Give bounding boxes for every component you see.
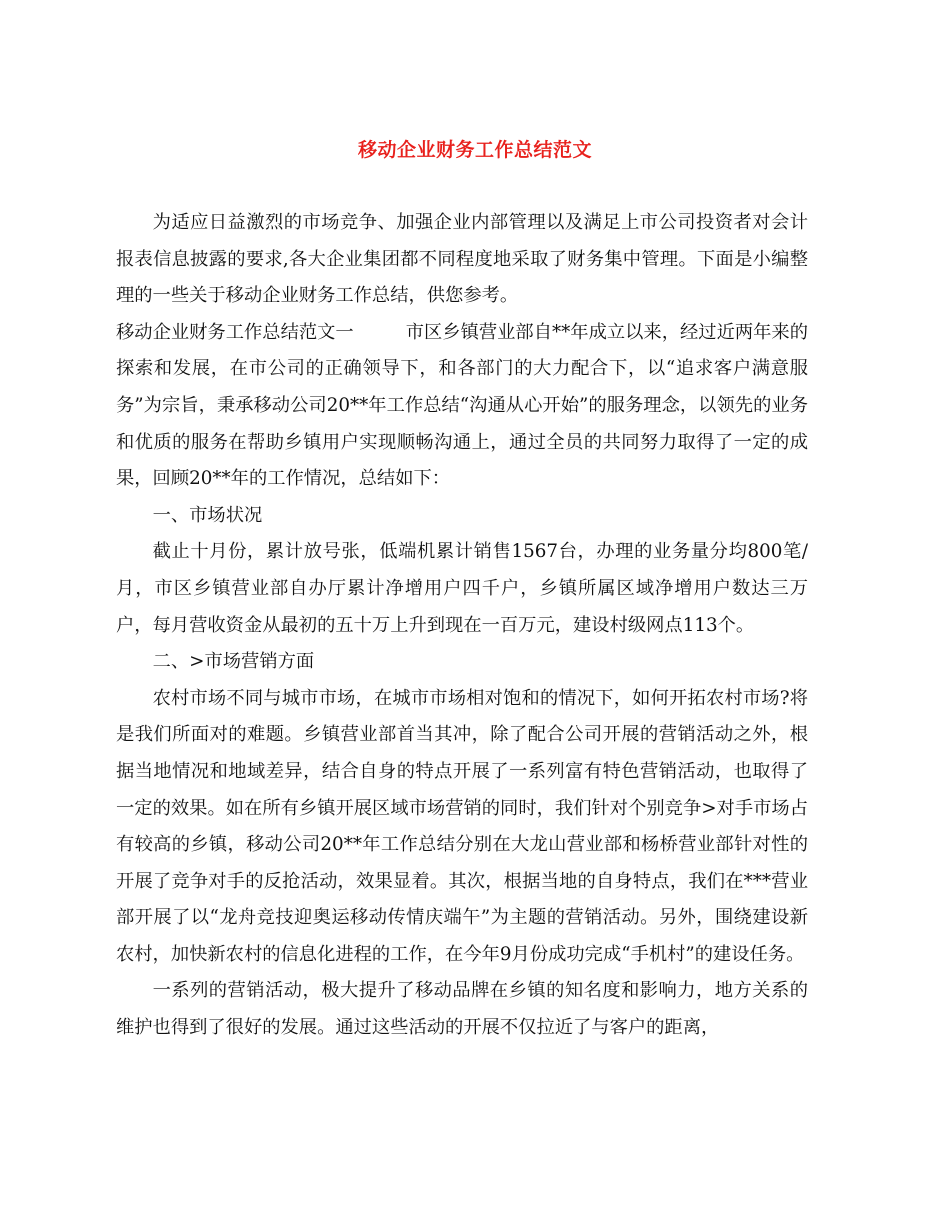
- sample-opening-text: 市区乡镇营业部自**年成立以来，经过近两年来的探索和发展，在市公司的正确领导下，和各部门的大力配合下，以“追求客户满意服务”为宗旨，秉承移动公司20**年工作总结“沟通从心开始”的服务理念，以领先的业务和优质的服务在帮助乡镇用户实现顺畅沟通上，通过全员的共同努力取得了一定的成果，回顾20**年的工作情况，总结如下：: [116, 321, 809, 490]
- document-body: [116, 205, 808, 1047]
- section-1-heading: 一、市场状况: [152, 504, 263, 526]
- sample-paragraph: [116, 315, 808, 498]
- section-2-followup-paragraph: 一系列的营销活动，极大提升了移动品牌在乡镇的知名度和影响力，地方关系的维护也得到了很好的发展。通过这些活动的开展不仅拉近了与客户的距离，: [116, 980, 808, 1039]
- section-1-paragraph: 截止十月份，累计放号张，低端机累计销售1567台，办理的业务量分均800笔/月，市区乡镇营业部自办厅累计净增用户四千户，乡镇所属区域净增用户数达三万户，每月营收资金从最初的五十万上升到现在一百万元，建设村级网点113个。: [116, 541, 808, 636]
- sample-heading: 移动企业财务工作总结范文一: [116, 321, 354, 343]
- section-2-paragraph: 农村市场不同与城市市场，在城市市场相对饱和的情况下，如何开拓农村市场?将是我们所面对的难题。乡镇营业部首当其冲，除了配合公司开展的营销活动之外，根据当地情况和地域差异，结合自身的特点开展了一系列富有特色营销活动，也取得了一定的效果。如在所有乡镇开展区域市场营销的同时，我们针对个别竞争>对手市场占有较高的乡镇，移动公司20**年工作总结分别在大龙山营业部和杨桥营业部针对性的开展了竞争对手的反抢活动，效果显着。其次，根据当地的自身特点，我们在***营业部开展了以“龙舟竞技迎奥运移动传情庆端午”为主题的营销活动。另外，围绕建设新农村，加快新农村的信息化进程的工作，在今年9月份成功完成“手机村”的建设任务。: [116, 687, 808, 965]
- document-title: 移动企业财务工作总结范文: [357, 139, 592, 161]
- section-2-heading: 二、>市场营销方面: [152, 651, 315, 673]
- intro-paragraph: 为适应日益激烈的市场竞争、加强企业内部管理以及满足上市公司投资者对会计报表信息披露的要求,各大企业集团都不同程度地采取了财务集中管理。下面是小编整理的一些关于移动企业财务工作总结，供您参考。: [116, 212, 808, 307]
